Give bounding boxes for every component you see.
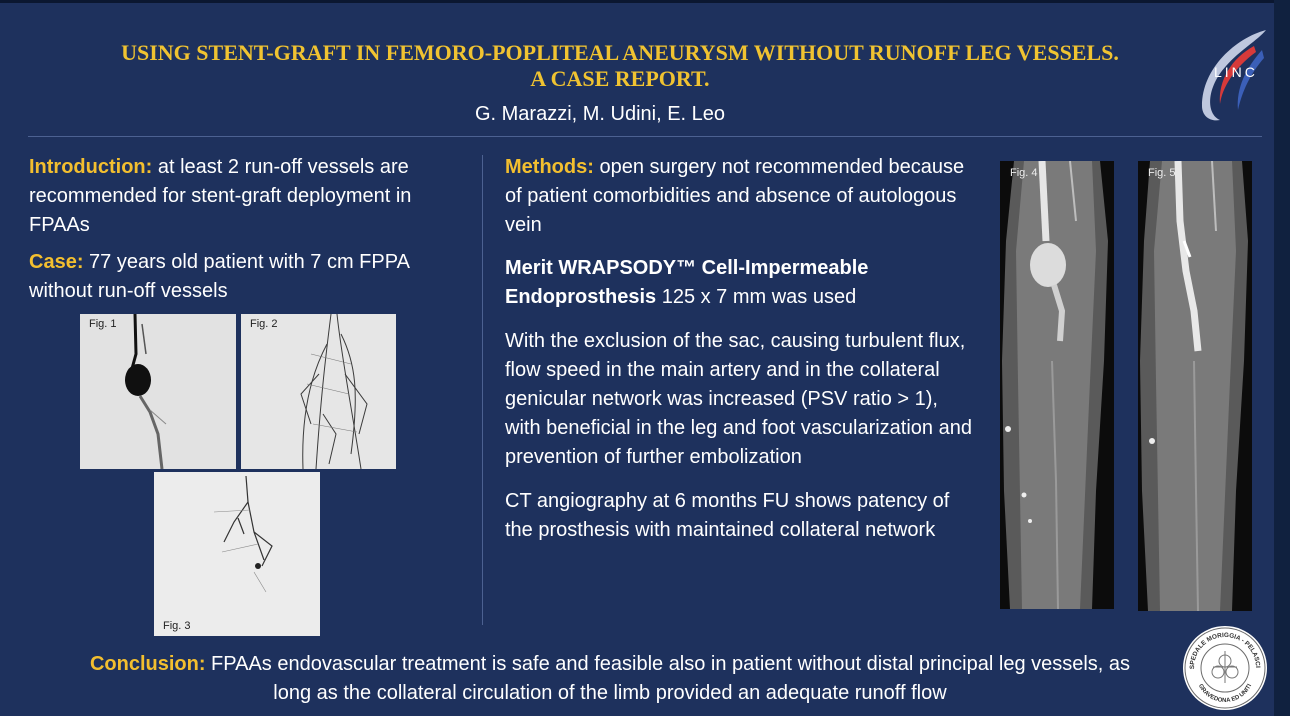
seal-text-bottom: GRAVEDONA ED UNITI (1196, 683, 1254, 705)
linc-logo-text: LINC (1214, 64, 1258, 80)
linc-logo (1196, 28, 1278, 124)
case-paragraph (29, 248, 474, 306)
case-label: Case: (29, 251, 84, 273)
figure-1-angiogram (80, 314, 236, 469)
hospital-seal (1182, 625, 1268, 711)
methods-text: open surgery not recommended because of patient comorbidities and absence of autologous vein (505, 156, 965, 236)
left-column (29, 153, 474, 306)
figure-4-label: Fig. 4 (1010, 167, 1038, 179)
introduction-paragraph (29, 153, 474, 240)
poster-title (40, 40, 1200, 92)
ct-angiography-paragraph: CT angiography at 6 months FU shows patency of the prosthesis with maintained collateral network (505, 490, 950, 541)
authors: G. Marazzi, M. Udini, E. Leo (474, 103, 726, 125)
case-text: 77 years old patient with 7 cm FPPA without run-off vessels (29, 251, 409, 302)
figure-3-label: Fig. 3 (163, 620, 191, 632)
figure-3-angiogram (154, 472, 320, 636)
results-paragraph: With the exclusion of the sac, causing turbulent flux, flow speed in the main artery and in the collateral genicular network was increased (PSV ratio > 1), with beneficial in the leg and foot vascularization and prevention of further embolization (505, 330, 972, 468)
device-text: 125 x 7 mm was used (656, 286, 857, 308)
figure-5-label: Fig. 5 (1148, 167, 1176, 179)
column-divider (482, 155, 483, 625)
figure-2-angiogram (241, 314, 396, 469)
figure-2-label: Fig. 2 (250, 318, 278, 330)
conclusion-text: FPAAs endovascular treatment is safe and feasible also in patient without distal principal leg vessels, as long as the collateral circulation of the limb provided an adequate runoff flow (205, 653, 1131, 704)
seal-text-top: SPEDALE MORIGGIA - PELASCI (1188, 631, 1262, 670)
methods-paragraph (505, 153, 975, 240)
top-border (0, 0, 1290, 3)
title-line-2: A CASE REPORT. (530, 66, 710, 91)
conclusion-label: Conclusion: (89, 653, 206, 675)
device-name: Merit WRAPSODY™ Cell-Impermeable Endoprosthesis (505, 257, 869, 308)
header-divider (28, 136, 1262, 137)
methods-label: Methods: (505, 156, 594, 178)
device-paragraph (505, 254, 975, 312)
figure-4-ct-angiography (1000, 161, 1114, 609)
introduction-text: at least 2 run-off vessels are recommended for stent-graft deployment in FPAAs (29, 156, 412, 236)
introduction-label: Introduction: (29, 156, 153, 178)
conclusion-paragraph (70, 650, 1150, 708)
middle-column (505, 153, 975, 545)
figure-1-label: Fig. 1 (89, 318, 117, 330)
figure-5-ct-angiography (1138, 161, 1252, 611)
title-line-1: USING STENT-GRAFT IN FEMORO-POPLITEAL ANEURYSM WITHOUT RUNOFF LEG VESSELS. (121, 40, 1119, 65)
